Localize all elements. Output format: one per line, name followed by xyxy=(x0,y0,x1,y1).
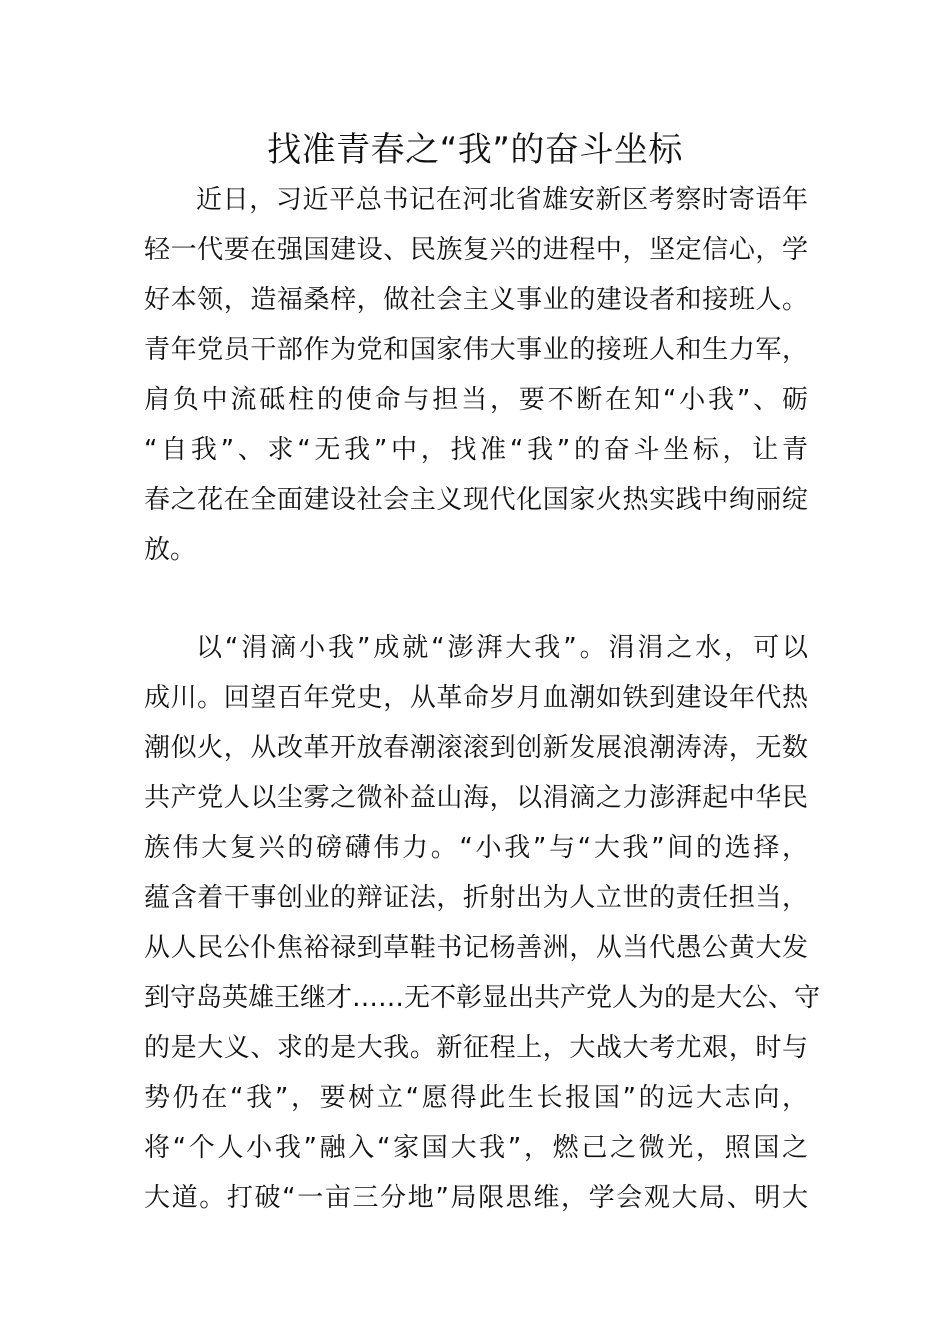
paragraph-line: 轻一代要在强国建设、民族复兴的进程中，坚定信心，学 xyxy=(144,235,808,265)
paragraph-line: 春之花在全面建设社会主义现代化国家火热实践中绚丽绽 xyxy=(144,485,808,515)
document-title: 找准青春之“我”的奋斗坐标 xyxy=(267,130,683,170)
paragraph-line: 放。 xyxy=(144,535,197,565)
paragraph-line: 到守岛英雄王继才……无不彰显出共产党人为的是大公、守 xyxy=(144,983,821,1013)
paragraph-line: 肩负中流砥柱的使命与担当，要不断在知“小我”、砺 xyxy=(144,385,808,415)
paragraph-line: 势仍在“我”，要树立“愿得此生长报国”的远大志向， xyxy=(144,1083,808,1113)
paragraph-line: 从人民公仆焦裕禄到草鞋书记杨善洲，从当代愚公黄大发 xyxy=(144,933,808,963)
paragraph-line: 共产党人以尘雾之微补益山海，以涓滴之力澎湃起中华民 xyxy=(144,783,808,813)
paragraph-line: 青年党员干部作为党和国家伟大事业的接班人和生力军， xyxy=(144,335,808,365)
paragraph-line: 潮似火，从改革开放春潮滚滚到创新发展浪潮涛涛，无数 xyxy=(144,733,808,763)
paragraph-line: 成川。回望百年党史，从革命岁月血潮如铁到建设年代热 xyxy=(144,683,808,713)
paragraph-line: 族伟大复兴的磅礴伟力。“小我”与“大我”间的选择， xyxy=(144,833,808,863)
paragraph-line: 蕴含着干事创业的辩证法，折射出为人立世的责任担当， xyxy=(144,883,808,913)
paragraph-line: 大道。打破“一亩三分地”局限思维，学会观大局、明大 xyxy=(144,1183,808,1213)
paragraph-line: 好本领，造福桑梓，做社会主义事业的建设者和接班人。 xyxy=(144,285,808,315)
paragraph-line: 的是大义、求的是大我。新征程上，大战大考尤艰，时与 xyxy=(144,1033,808,1063)
paragraph-2 xyxy=(144,623,821,1223)
paragraph-line: 以“涓滴小我”成就“澎湃大我”。涓涓之水，可以 xyxy=(196,633,808,663)
paragraph-line: 近日，习近平总书记在河北省雄安新区考察时寄语年 xyxy=(196,185,808,215)
paragraph-line: 将“个人小我”融入“家国大我”，燃己之微光，照国之 xyxy=(144,1133,808,1163)
paragraph-line: “自我”、求“无我”中，找准“我”的奋斗坐标，让青 xyxy=(144,435,808,465)
paragraph-1 xyxy=(144,175,808,575)
